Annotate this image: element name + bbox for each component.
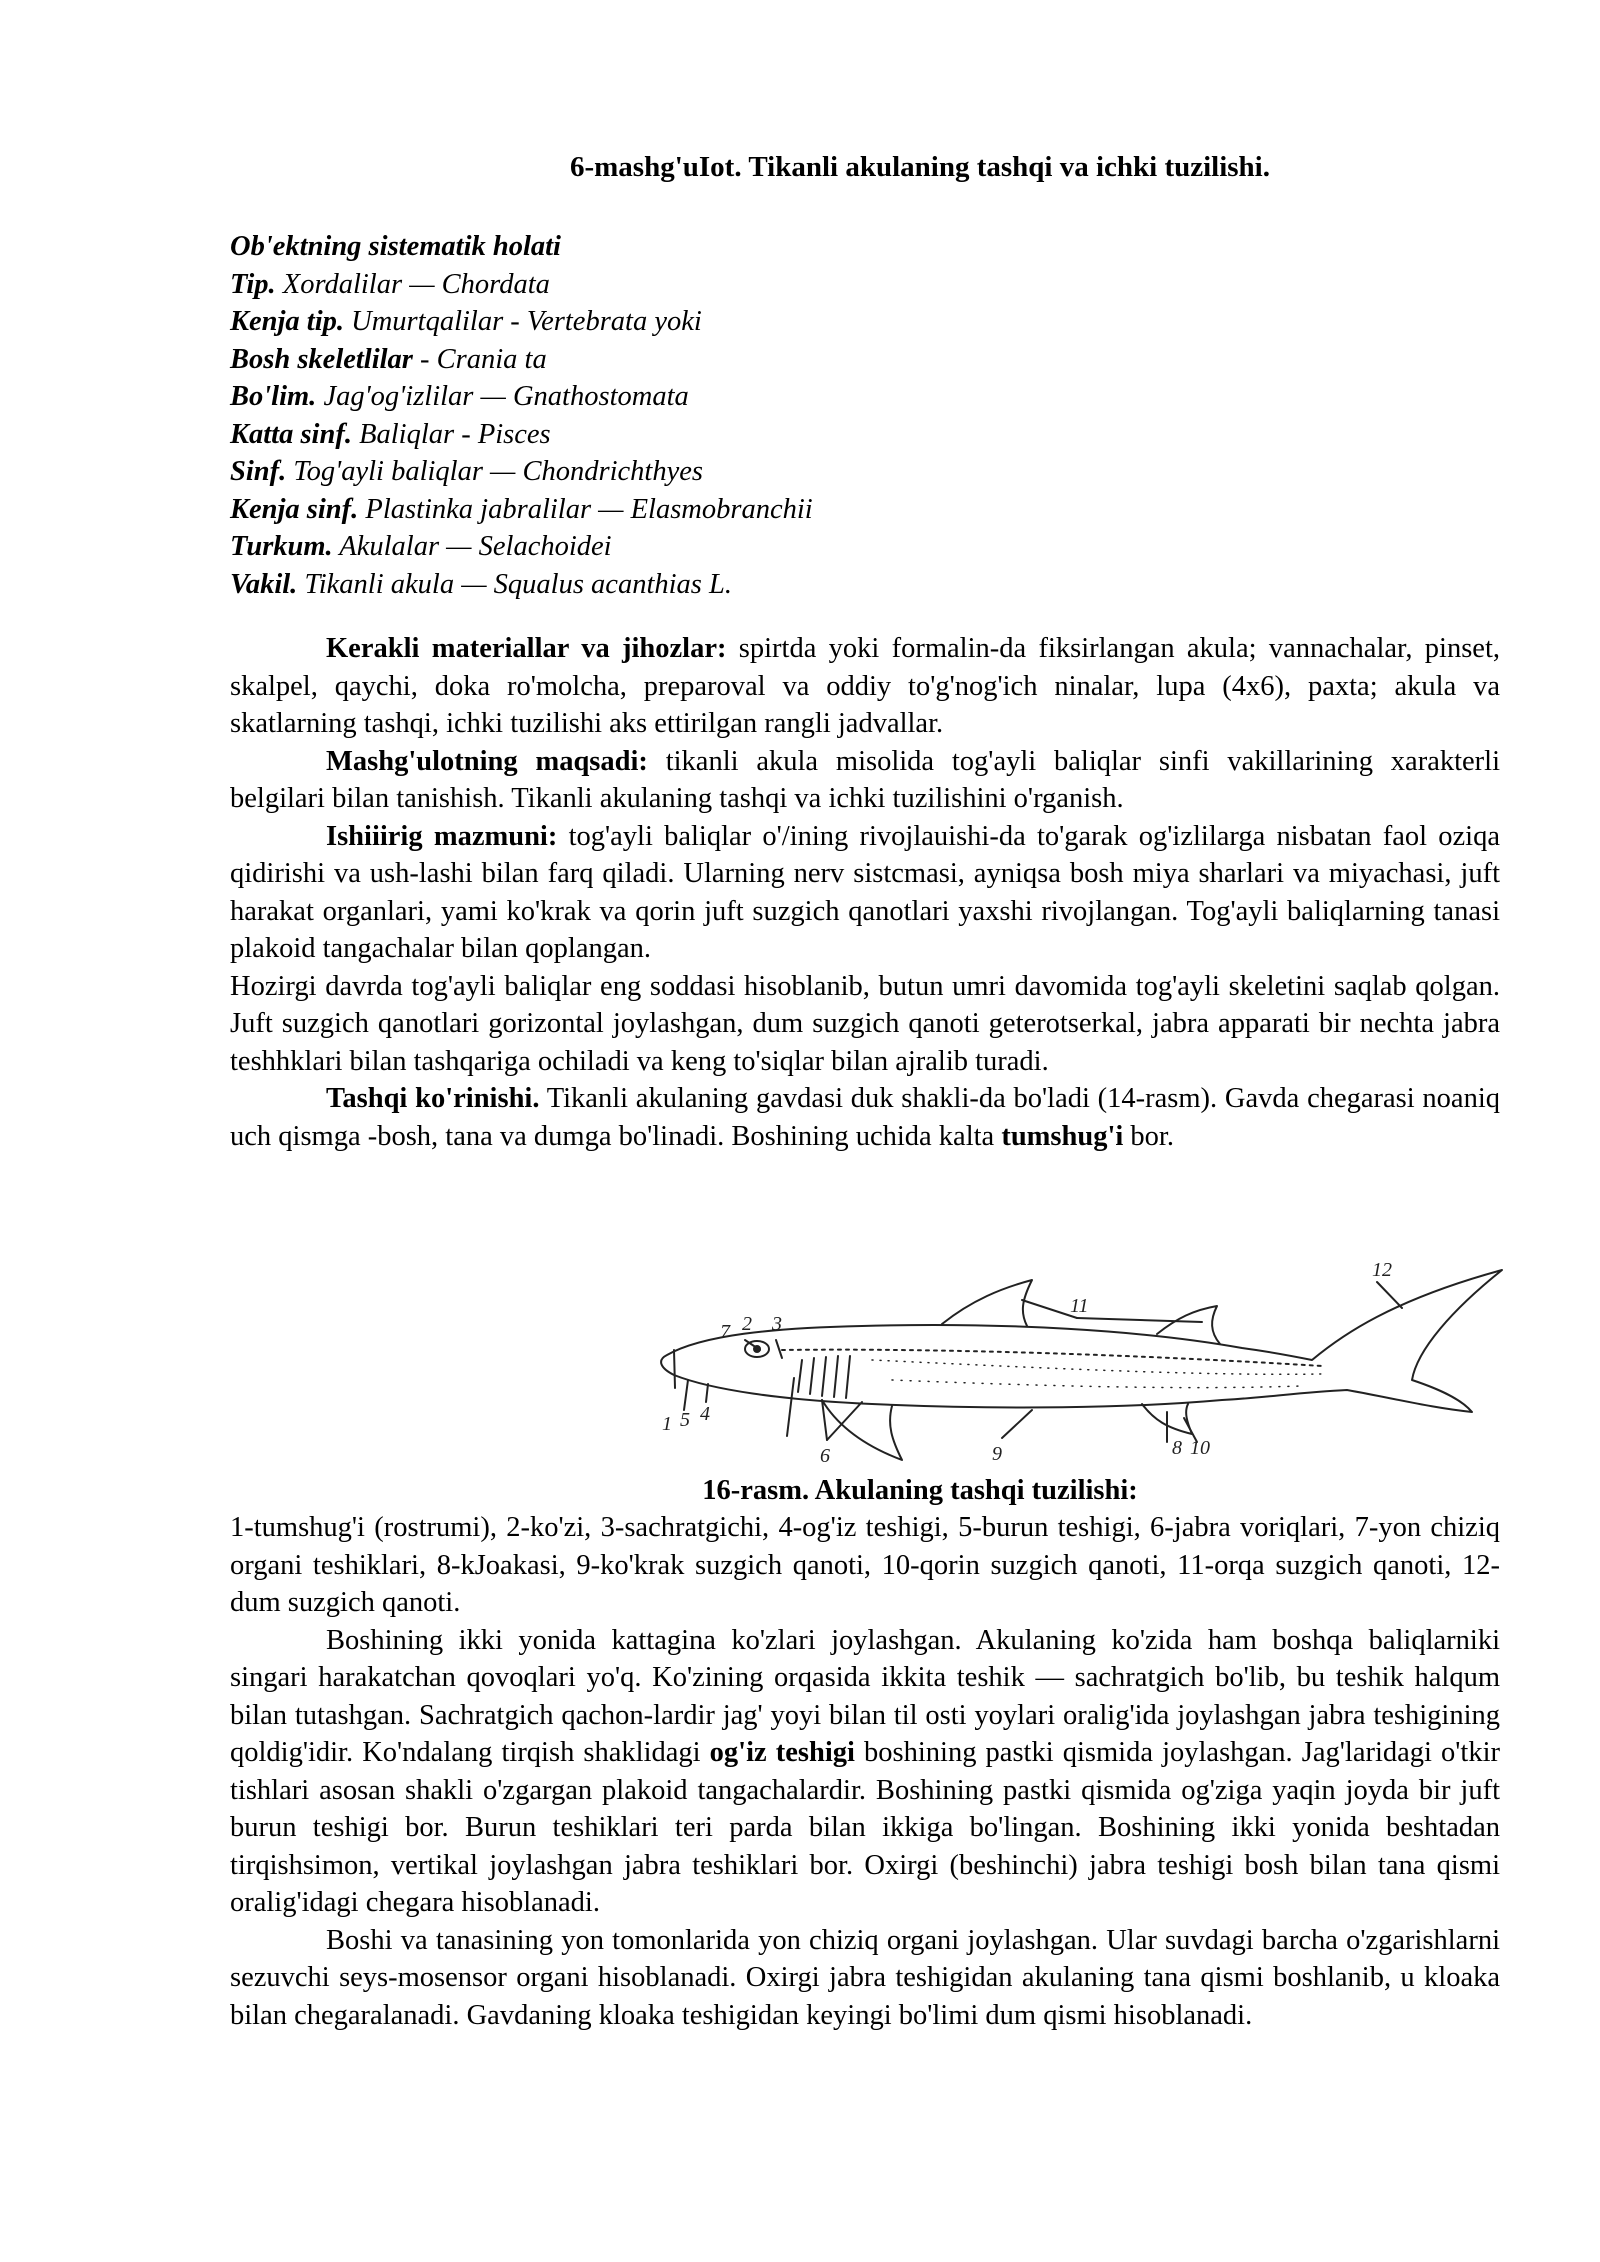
figure-label: 7 (720, 1321, 730, 1343)
figure-label: 3 (772, 1313, 782, 1335)
systematics-row: Kenja tip. Umurtqalilar - Vertebrata yoki (230, 306, 702, 337)
figure-label: 8 (1172, 1437, 1182, 1459)
materials-paragraph: Kerakli materiallar va jihozlar: spirtda yoki formalin-da fiksirlangan akula; vannachalar, pinset, skalpel, qaychi, doka ro'molcha, preparoval va oddiy to'g'nog'ich ninalar, lupa (4x6), paxta; akula va skatlarning tashqi, ichki tuzilishi aks ettirilgan rangli jadvallar. (230, 633, 1500, 739)
systematics-row: Tip. Xordalilar — Chordata (230, 268, 550, 300)
systematics-row: Sinf. Tog'ayli baliqlar — Chondrichthyes (230, 456, 703, 487)
systematics-row: Bo'lim. Jag'og'izlilar — Gnathostomata (230, 381, 689, 412)
page-title: 6-mashg'uIot. Tikanli akulaning tashqi va ichki tuzilishi. (569, 151, 1270, 183)
systematics-block (230, 228, 1130, 603)
figure-label: 9 (992, 1443, 1002, 1465)
body-section-1 (230, 630, 1500, 1155)
figure-label: 6 (820, 1445, 830, 1467)
systematics-row: Vakil. Tikanli akula — Squalus acanthias L. (230, 568, 732, 600)
figure-label: 4 (700, 1403, 710, 1425)
exterior-paragraph: Tashqi ko'rinishi. Tikanli akulaning gavdasi duk shakli-da bo'ladi (14-rasm). Gavda chegarasi noaniq uch qismga -bosh, tana va dumga bo'linadi. Boshining uchida kalta tumshug'i bor. (230, 1083, 1500, 1152)
figure-caption-text: 1-tumshug'i (rostrumi), 2-ko'zi, 3-sachratgichi, 4-og'iz teshigi, 5-burun teshigi, 6-jabra voriqlari, 7-yon chiziq organi teshiklari, 8-kJoakasi, 9-ko'krak suzgich qanoti, 10-qorin suzgich qanoti, 11-orqa suzgich qanoti, 12-dum suzgich qanoti. (230, 1512, 1500, 1618)
figure-label: 10 (1190, 1437, 1210, 1459)
figure-label: 2 (742, 1313, 752, 1335)
figure-label: 5 (680, 1409, 690, 1431)
figure-label: 11 (1070, 1295, 1089, 1317)
figure-caption-title: 16-rasm. Akulaning tashqi tuzilishi: (702, 1475, 1138, 1506)
modern-paragraph: Hozirgi davrda tog'ayli baliqlar eng soddasi hisoblanib, butun umri davomida tog'ayli skeletini saqlab qolgan. Juft suzgich qanotlari gorizontal joylashgan, dum suzgich qanoti geterotserkal, jabra apparati bir nechta jabra teshhklari bilan tashqariga ochiladi va keng to'siqlar bilan ajralib turadi. (230, 970, 1500, 1077)
shark-illustration (442, 1240, 1532, 1470)
systematics-row: Turkum. Akulalar — Selachoidei (230, 531, 612, 562)
systematics-row: Bosh skeletlilar - Crania ta (230, 343, 547, 375)
lateral-line-paragraph: Boshi va tanasining yon tomonlarida yon chiziq organi joylashgan. Ular suvdagi barcha o'zgarishlarni sezuvchi seys-mosensor organi hisoblanadi. Oxirgi jabra teshigidan akulaning tana qismi boshlanib, u kloaka bilan chegaralanadi. Gavdaning kloaka teshigidan keyingi bo'limi dum qismi hisoblanadi. (230, 1924, 1500, 2031)
figure-label: 12 (1372, 1259, 1392, 1281)
body-section-2 (230, 1509, 1500, 2034)
content-paragraph: Ishiiirig mazmuni: tog'ayli baliqlar o'/ining rivojlauishi-da to'garak og'izlilarga nisbatan faol oziqa qidirishi va ush-lashi bilan farq qiladi. Ularning nerv sistcmasi, ayniqsa bosh miya sharlari va miyachasi, juft harakat organlari, yami ko'krak va qorin juft suzgich qanotlari yaxshi rivojlangan. Tog'ayli baliqlarning tanasi plakoid tangachalar bilan qoplangan. (230, 820, 1500, 964)
aim-paragraph: Mashg'ulotning maqsadi: tikanli akula misolida tog'ayli baliqlar sinfi vakillarining xarakterli belgilari bilan tanishish. Tikanli akulaning tashqi va ichki tuzilishini o'rganish. (230, 745, 1500, 814)
systematics-row: Katta sinf. Baliqlar - Pisces (230, 418, 551, 450)
systematics-row: Kenja sinf. Plastinka jabralilar — Elasmobranchii (230, 493, 813, 525)
eyes-paragraph: Boshining ikki yonida kattagina ko'zlari joylashgan. Akulaning ko'zida ham boshqa baliqlarniki singari harakatchan qovoqlari yo'q. Ko'zining orqasida ikkita teshik — sachratgich bo'lib, bu teshik halqum bilan tutashgan. Sachratgich qachon-lardir jag' yoyi bilan til osti yoylari oralig'ida joylashgan jabra teshigining qoldig'idir. Ko'ndalang tirqish shaklidagi og'iz teshigi boshining pastki qismida joylashgan. Jag'laridagi o'tkir tishlari asosan shakli o'zgargan plakoid tangachalardir. Boshining pastki qismida og'ziga yaqin joyda bir juft burun teshigi bor. Burun teshiklari teri parda bilan ikkiga bo'lingan. Boshining ikki yonida beshtadan tirqishsimon, vertikal joylashgan jabra teshiklari bor. Oxirgi (beshinchi) jabra teshigi bosh bilan tana qismi oralig'idagi chegara hisoblanadi. (230, 1624, 1501, 1918)
figure-label: 1 (662, 1413, 672, 1435)
systematics-heading: Ob'ektning sistematik holati (230, 231, 561, 262)
